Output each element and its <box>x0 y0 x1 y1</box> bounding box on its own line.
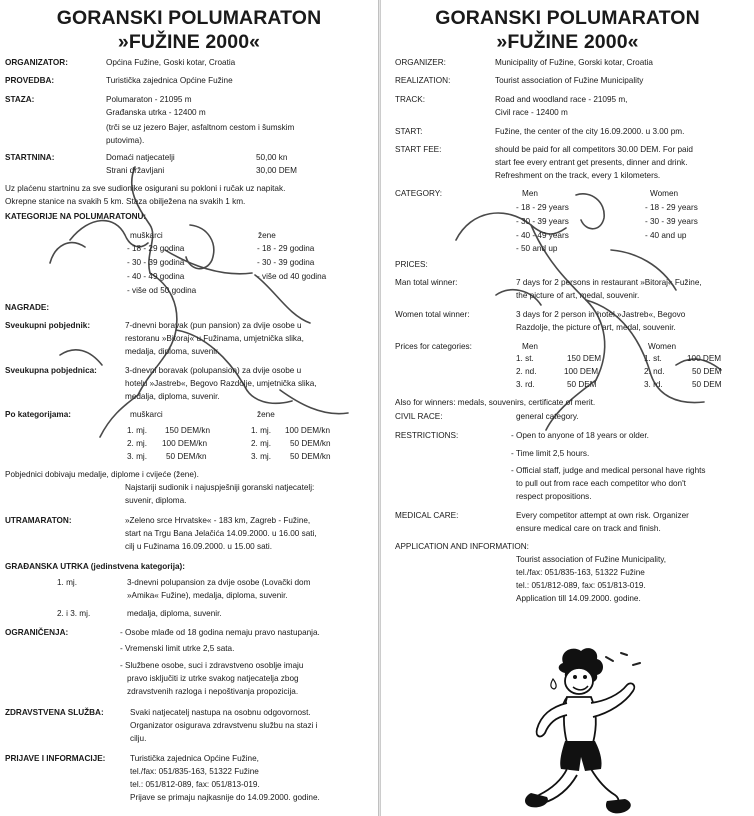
category-label: CATEGORY: <box>395 189 443 198</box>
ogranicenje-item: - Službene osobe, suci i zdravstveno osoblje imaju <box>120 661 304 670</box>
kat-men-item: - 40 - 49 godina <box>127 272 185 281</box>
ogranicenje-item: pravo isključiti iz utrke svakog natjecatelja zbog <box>127 674 299 683</box>
women-winner-line: 3 days for 2 person in hotel »Jastreb«, Begovo <box>516 310 686 319</box>
cat-women-header: Women <box>650 189 679 198</box>
restrictions-label: RESTRICTIONS: <box>395 431 459 440</box>
restriction-item: - Official staff, judge and medical personal have rights <box>511 466 706 475</box>
po-kat-wplace: 1. mj. <box>251 426 272 435</box>
medical-care-line: Every competitor attempt at own risk. Organizer <box>516 511 689 520</box>
pc-men-prize: 100 DEM <box>564 367 599 376</box>
pobjednik-line: 7-dnevni boravak (pun pansion) za dvije osobe u <box>125 321 302 330</box>
right-subtitle: »FUŽINE 2000« <box>496 31 639 53</box>
organizator-value: Općina Fužine, Goski kotar, Croatia <box>106 58 236 67</box>
cat-women-item: - 40 and up <box>645 231 687 240</box>
staza-label: STAZA: <box>5 95 35 104</box>
pc-place: 3. rd. <box>516 380 535 389</box>
pobjednik-line: medalja, diploma, suvenir. <box>125 347 220 356</box>
gradanska-prize: »Amika« Fužine), medalja, diploma, suvenir. <box>127 591 288 600</box>
medical-care-label: MEDICAL CARE: <box>395 511 459 520</box>
staza-line: Građanska utrka - 12400 m <box>106 108 206 117</box>
provedba-label: PROVEDBA: <box>5 76 55 85</box>
cat-women-item: - 30 - 39 years <box>645 217 698 226</box>
cat-women-item: - 18 - 29 years <box>645 203 698 212</box>
man-winner-line: the picture of art, medal, souvenir. <box>516 291 640 300</box>
kat-women-header: žene <box>258 231 276 240</box>
pc-men-prize: 150 DEM <box>567 354 602 363</box>
startnina-price: 50,00 kn <box>256 153 288 162</box>
realization-value: Tourist association of Fužine Municipality <box>495 76 644 85</box>
kat-men-item: - više od 50 godina <box>127 286 197 295</box>
prices-label: PRICES: <box>395 260 428 269</box>
track-label: TRACK: <box>395 95 426 104</box>
po-kat-women-header: žene <box>257 410 275 419</box>
right-page-english <box>381 0 754 816</box>
left-subtitle: »FUŽINE 2000« <box>117 31 261 53</box>
start-fee-line: start fee every entrant get presents, dinner and drink. <box>495 158 688 167</box>
track-line: Civil race - 12400 m <box>495 108 568 117</box>
po-kat-men-prize: 100 DEM/kn <box>162 439 208 448</box>
ogranicenje-item: - Vremenski limit utrke 2,5 sata. <box>120 644 235 653</box>
man-winner-line: 7 days for 2 persons in restaurant »Bitoraj« Fužine, <box>516 278 702 287</box>
also-note: Also for winners: medals, souvenirs, certificate of merit. <box>395 398 596 407</box>
right-title: GORANSKI POLUMARATON <box>435 7 700 29</box>
startnina-label: STARTNINA: <box>5 153 55 162</box>
kat-women-item: - 18 - 29 godina <box>257 244 315 253</box>
prijave-line: tel.: 051/812-089, fax: 051/813-019. <box>130 780 260 789</box>
application-line: Tourist association of Fužine Municipality, <box>516 555 667 564</box>
zdravstvena-line: cilju. <box>130 734 147 743</box>
kat-women-item: - više od 40 godina <box>257 272 327 281</box>
staza-line: (trči se uz jezero Bajer, asfaltnom cestom i šumskim <box>106 123 295 132</box>
ogranicenja-label: OGRANIČENJA: <box>5 628 69 637</box>
pc-women-header: Women <box>648 342 677 351</box>
restriction-item: - Open to anyone of 18 years or older. <box>511 431 649 440</box>
restriction-item: - Time limit 2,5 hours. <box>511 449 590 458</box>
gradanska-prize: medalja, diploma, suvenir. <box>127 609 222 618</box>
kat-men-item: - 30 - 39 godina <box>127 258 185 267</box>
po-kat-men-header: muškarci <box>130 410 163 419</box>
left-title: GORANSKI POLUMARATON <box>56 7 322 29</box>
po-kat-label: Po kategorijama: <box>5 410 71 419</box>
ogranicenje-item: zdravstvenih razloga i nepoštivanja propozicija. <box>127 687 299 696</box>
zdravstvena-line: Svaki natjecatelj nastupa na osobnu odgovornost. <box>130 708 311 717</box>
cat-men-item: - 30 - 39 years <box>516 217 569 226</box>
startnina-note: Okrepne stanice na svakih 5 km. Staza obilježena na svakih 1 km. <box>5 197 246 206</box>
po-kat-wplace: 3. mj. <box>251 452 272 461</box>
pc-place: 1. st. <box>516 354 534 363</box>
po-kat-wplace: 2. mj. <box>251 439 272 448</box>
kat-men-header: muškarci <box>130 231 163 240</box>
pc-women-prize: 100 DEM <box>687 354 722 363</box>
kat-women-item: - 30 - 39 godina <box>257 258 315 267</box>
cat-men-item: - 18 - 29 years <box>516 203 569 212</box>
pc-men-prize: 50 DEM <box>567 380 597 389</box>
restriction-item: to pull out from race each competitor who don't <box>516 479 686 488</box>
provedba-value: Turistička zajednica Općine Fužine <box>106 76 233 85</box>
po-kat-women-prize: 100 DEM/kn <box>285 426 331 435</box>
gradanska-label: GRAĐANSKA UTRKA (jedinstvena kategorija): <box>5 562 185 571</box>
nagrade-label: NAGRADE: <box>5 303 50 312</box>
track-line: Road and woodland race - 21095 m, <box>495 95 628 104</box>
medical-care-line: ensure medical care on track and finish. <box>516 524 661 533</box>
application-line: tel.: 051/812-089, fax: 051/813-019. <box>516 581 646 590</box>
cat-men-header: Men <box>522 189 538 198</box>
po-kat-place: 2. mj. <box>127 439 148 448</box>
organizator-label: ORGANIZATOR: <box>5 58 68 67</box>
pobjednica-line: 3-dnevni boravak (polupansion) za dvije osobe u <box>125 366 302 375</box>
gradanska-prize: 3-dnevni polupansion za dvije osobe (Lovački dom <box>127 578 311 587</box>
staza-line: putovima). <box>106 136 145 145</box>
realization-label: REALIZATION: <box>395 76 451 85</box>
organizer-value: Municipality of Fužine, Gorski kotar, Croatia <box>495 58 653 67</box>
cartoon-runner-icon <box>501 645 711 816</box>
prijave-line: Prijave se primaju najkasnije do 14.09.2000. godine. <box>130 793 320 802</box>
pc-women-prize: 50 DEM <box>692 380 722 389</box>
pc-wplace: 1. st. <box>644 354 662 363</box>
zdravstvena-label: ZDRAVSTVENA SLUŽBA: <box>5 708 104 717</box>
startnina-price: 30,00 DEM <box>256 166 297 175</box>
startnina-name: Strani državljani <box>106 166 165 175</box>
ultramaraton-label: UTRAMARATON: <box>5 516 72 525</box>
pc-wplace: 2. nd. <box>644 367 665 376</box>
ultramaraton-line: cilj u Fužinama 16.09.2000. u 15.00 sati. <box>125 542 273 551</box>
restriction-item: respect propositions. <box>516 492 592 501</box>
pc-women-prize: 50 DEM <box>692 367 722 376</box>
organizer-label: ORGANIZER: <box>395 58 446 67</box>
zdravstvena-line: Organizator osigurava zdravstvenu službu na stazi i <box>130 721 318 730</box>
prijave-line: Turistička zajednica Općine Fužine, <box>130 754 259 763</box>
application-line: Application till 14.09.2000. godine. <box>516 594 641 603</box>
po-kat-women-prize: 50 DEM/kn <box>290 452 331 461</box>
cat-men-item: - 50 and up <box>516 244 558 253</box>
civil-race-value: general category. <box>516 412 579 421</box>
pc-wplace: 3. rd. <box>644 380 663 389</box>
application-label: APPLICATION AND INFORMATION: <box>395 542 529 551</box>
po-kat-place: 3. mj. <box>127 452 148 461</box>
najstariji-line: suvenir, diploma. <box>125 496 187 505</box>
start-fee-label: START FEE: <box>395 145 442 154</box>
start-fee-line: Refreshment on the track, every 1 kilometers. <box>495 171 661 180</box>
najstariji-line: Najstariji sudionik i najuspješniji goranski natjecatelj: <box>125 483 315 492</box>
po-kat-place: 1. mj. <box>127 426 148 435</box>
start-value: Fužine, the center of the city 16.09.2000. u 3.00 pm. <box>495 127 685 136</box>
po-kat-men-prize: 150 DEM/kn <box>165 426 211 435</box>
women-winner-label: Women total winner: <box>395 310 470 319</box>
pobjednica-label: Sveukupna pobjednica: <box>5 366 97 375</box>
pobjednici-note: Pobjednici dobivaju medalje, diplome i cvijeće (žene). <box>5 470 199 479</box>
ogranicenje-item: - Osobe mlađe od 18 godina nemaju pravo nastupanja. <box>120 628 320 637</box>
pobjednik-line: restoranu »Bitoraj« u Fužinama, umjetnička slika, <box>125 334 304 343</box>
startnina-note: Uz plaćenu startninu za sve sudionike osigurani su pokloni i ručak uz napitak. <box>5 184 286 193</box>
pobjednica-line: medalja, diploma, suvenir. <box>125 392 220 401</box>
civil-race-label: CIVIL RACE: <box>395 412 443 421</box>
prijave-label: PRIJAVE I INFORMACIJE: <box>5 754 106 763</box>
gradanska-place: 2. i 3. mj. <box>57 609 91 618</box>
prijave-line: tel./fax: 051/835-163, 51322 Fužine <box>130 767 259 776</box>
pobjednik-label: Sveukupni pobjednik: <box>5 321 91 330</box>
po-kat-men-prize: 50 DEM/kn <box>166 452 207 461</box>
pobjednica-line: hotelu »Jastreb«, Begovo Razdolje, umjetnička slika, <box>125 379 317 388</box>
po-kat-women-prize: 50 DEM/kn <box>290 439 331 448</box>
pc-place: 2. nd. <box>516 367 537 376</box>
prices-cat-label: Prices for categories: <box>395 342 472 351</box>
ultramaraton-line: start na Trgu Bana Jelačića 14.09.2000. u 16.00 sati, <box>125 529 317 538</box>
women-winner-line: Razdolje, the picture of art, medal, souvenir. <box>516 323 676 332</box>
pc-men-header: Men <box>522 342 538 351</box>
start-label: START: <box>395 127 423 136</box>
man-winner-label: Man total winner: <box>395 278 458 287</box>
start-fee-line: should be paid for all competitors 30.00 DEM. For paid <box>495 145 693 154</box>
application-line: tel./fax: 051/835-163, 51322 Fužine <box>516 568 645 577</box>
startnina-name: Domaći natjecatelji <box>106 153 175 162</box>
cat-men-item: - 40 - 49 years <box>516 231 569 240</box>
kategorije-label: KATEGORIJE NA POLUMARATONU: <box>5 212 147 221</box>
staza-line: Polumaraton - 21095 m <box>106 95 192 104</box>
gradanska-place: 1. mj. <box>57 578 78 587</box>
kat-men-item: - 18 - 29 godina <box>127 244 185 253</box>
ultramaraton-line: »Zeleno srce Hrvatske« - 183 km, Zagreb - Fužine, <box>125 516 311 525</box>
